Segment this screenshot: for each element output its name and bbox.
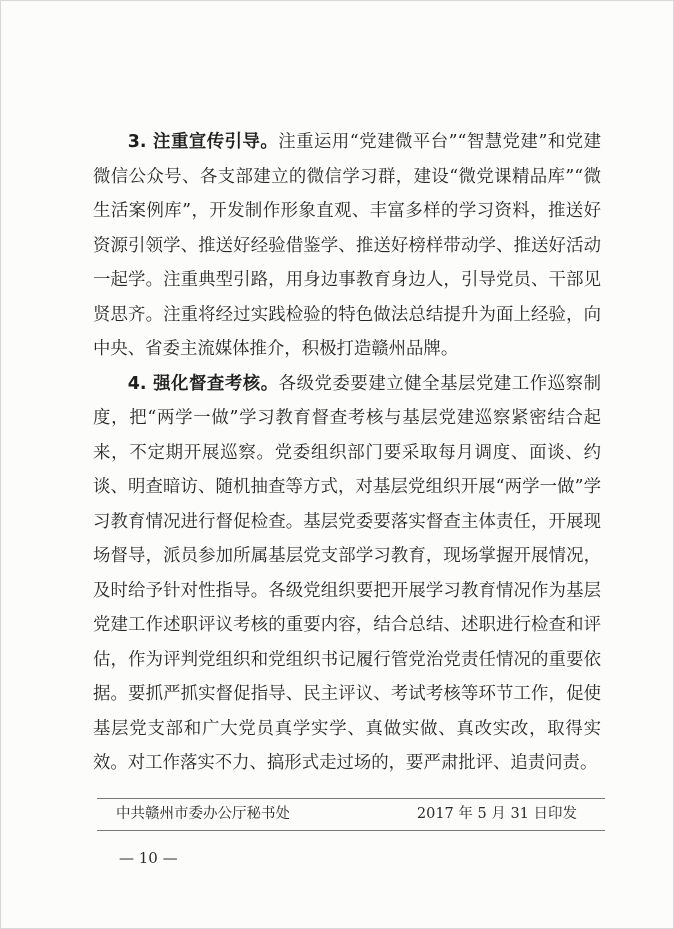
footer-divider-bottom bbox=[97, 830, 605, 831]
paragraph-text: 各级党委要建立健全基层党建工作巡察制度，把“两学一做”学习教育督查考核与基层党建巡察紧密结合起来，不定期开展巡察。党委组织部门要采取每月调度、面谈、约谈、明查暗访、随机抽查等方式，对基层党组织开展“两学一做”学习教育情况进行督促检查。基层党委要落实督查主体责任，开展现场督导，派员参加所属基层党支部学习教育，现场掌握开展情况，及时给予针对性指导。各级党组织要把开展学习教育情况作为基层党建工作述职评议考核的重要内容，结合总结、述职进行检查和评估，作为评判党组织和党组织书记履行管党治党责任情况的重要依据。要抓严抓实督促指导、民主评议、考试考核等环节工作，促使基层党支部和广大党员真学实学、真做实做、真改实改，取得实效。对工作落实不力、搞形式走过场的，要严肃批评、追责问责。 bbox=[93, 373, 601, 773]
page-number: — 10 — bbox=[119, 849, 178, 867]
issue-date: 2017 年 5 月 31 日印发 bbox=[416, 806, 577, 822]
document-body bbox=[93, 125, 601, 781]
paragraph-publicity-guidance bbox=[93, 125, 601, 367]
issuer-name: 中共赣州市委办公厅秘书处 bbox=[116, 806, 290, 822]
paragraph-heading: 3. 注重宣传引导。 bbox=[127, 132, 279, 152]
footer-divider-top bbox=[97, 798, 605, 799]
paragraph-heading: 4. 强化督查考核。 bbox=[127, 373, 279, 394]
paragraph-text: 注重运用“党建微平台”“智慧党建”和党建微信公众号、各支部建立的微信学习群，建设“微党课精品库”“微生活案例库”，开发制作形象直观、丰富多样的学习资料，推送好资源引领学、推送好经验借鉴学、推送好榜样带动学、推送好活动一起学。注重典型引路，用身边事教育身边人，引导党员、干部见贤思齐。注重将经过实践检验的特色做法总结提升为面上经验，向中央、省委主流媒体推介，积极打造赣州品牌。 bbox=[93, 132, 601, 359]
paragraph-supervision-assessment bbox=[93, 367, 601, 781]
